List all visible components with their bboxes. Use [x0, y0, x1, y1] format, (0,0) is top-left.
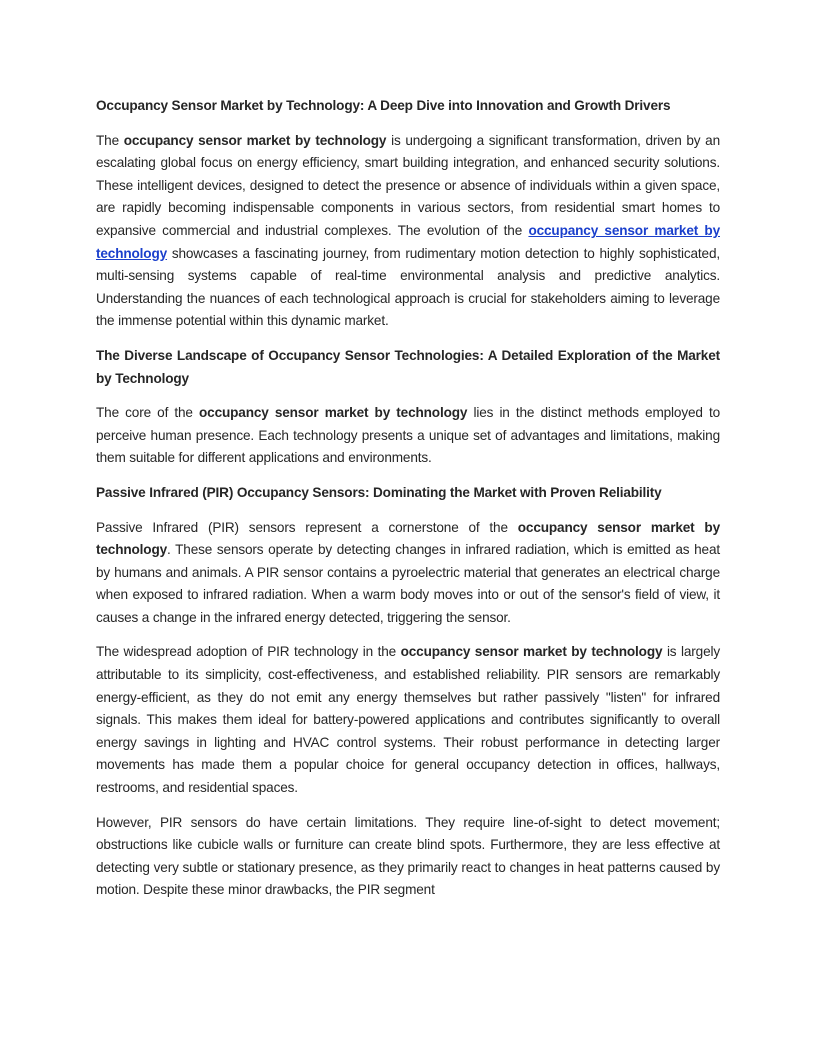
text: lies in the distinct methods employed to perceive human presence. Each technology presents a unique set of advantages and limitations, making them suitable for different applications and environments.: [96, 405, 721, 466]
pir-paragraph-3: However, PIR sensors do have certain limitations. They require line-of-sight to detect movement; obstructions like cubicle walls or furniture can create blind spots. Furthermore, they are less effective at detecting very subtle or stationary presence, as they primarily react to changes in heat patterns caused by motion. Despite these minor drawbacks, the PIR segment: [96, 814, 720, 898]
text: The widespread adoption of PIR technology in the: [96, 644, 401, 660]
keyword: occupancy sensor market by technology: [96, 519, 720, 558]
pir-paragraph-1: [96, 517, 720, 630]
pir-paragraph-2: [96, 641, 720, 799]
text: showcases a fascinating journey, from rudimentary motion detection to highly sophisticated, multi-sensing systems capable of real-time environmental analysis and predictive analytics. Understanding the nuances of each technological approach is crucial for stakeholders aiming to leverage the immense potential within this dynamic market.: [96, 245, 720, 329]
text: is largely attributable to its simplicity, cost-effectiveness, and established reliability. PIR sensors are remarkably energy-efficient, as they do not emit any energy themselves but rather passively "listen" for infrared signals. This makes them ideal for battery-powered applications and contributes significantly to overall energy savings in lighting and HVAC control systems. Their robust performance in detecting larger movements has made them a popular choice for general occupancy detection in offices, hallways, restrooms, and residential spaces.: [96, 644, 721, 796]
landscape-paragraph: [96, 402, 720, 470]
text: The core of the: [96, 405, 199, 421]
section-heading-pir: Passive Infrared (PIR) Occupancy Sensors: Dominating the Market with Proven Reliability: [96, 484, 662, 500]
document-title: Occupancy Sensor Market by Technology: A Deep Dive into Innovation and Growth Drivers: [96, 98, 671, 113]
section-heading-landscape: The Diverse Landscape of Occupancy Sensor Technologies: A Detailed Exploration of the Market by Technology: [96, 347, 720, 386]
keyword-link[interactable]: occupancy sensor market by technology: [96, 222, 720, 261]
text: The: [96, 132, 124, 148]
text: Passive Infrared (PIR) sensors represent a cornerstone of the: [96, 519, 518, 535]
keyword: occupancy sensor market by technology: [123, 132, 387, 148]
keyword: occupancy sensor market by technology: [199, 405, 468, 421]
keyword: occupancy sensor market by technology: [400, 644, 663, 660]
text: is undergoing a significant transformation, driven by an escalating global focus on energy efficiency, smart building integration, and enhanced security solutions. These intelligent devices, designed to detect the presence or absence of individuals within a given space, are rapidly becoming indispensable components in various sectors, from residential smart homes to expansive commercial and industrial complexes. The evolution of the: [96, 132, 720, 238]
intro-paragraph: [96, 130, 720, 333]
text: . These sensors operate by detecting changes in infrared radiation, which is emitted as heat by humans and animals. A PIR sensor contains a pyroelectric material that generates an electrical charge when exposed to infrared radiation. When a warm body moves into or out of the sensor's field of view, it causes a change in the infrared energy detected, triggering the sensor.: [96, 542, 720, 625]
document-page: [96, 95, 720, 914]
